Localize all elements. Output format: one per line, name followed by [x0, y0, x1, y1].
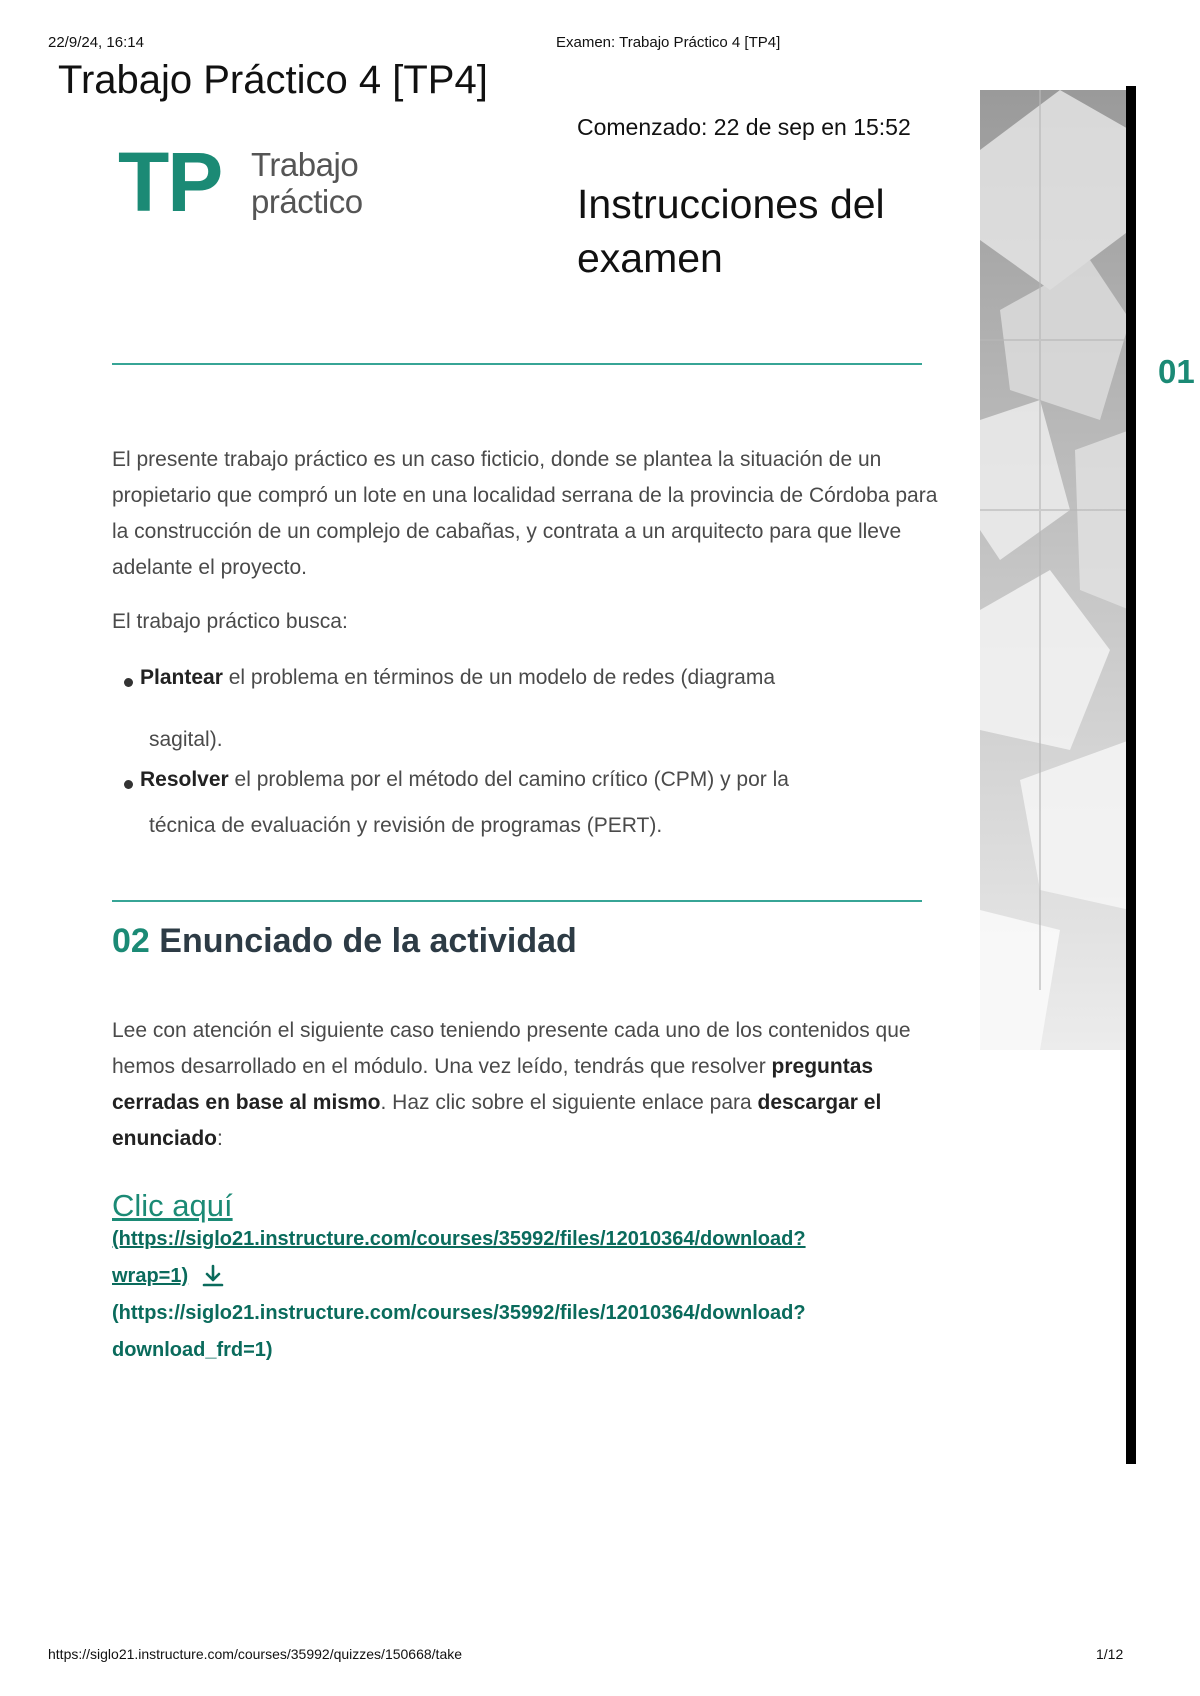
bullet-dot [124, 780, 133, 789]
page-title: Trabajo Práctico 4 [TP4] [58, 58, 488, 102]
print-footer-url: https://siglo21.instructure.com/courses/35992/quizzes/150668/take [48, 1646, 463, 1662]
architecture-photo-icon [980, 90, 1130, 1050]
enunciado-bold-1: preguntas cerradas en base al mismo [112, 1055, 874, 1114]
bullet-bold: Plantear [140, 666, 223, 689]
bullet-text: el problema por el método del camino crítico (CPM) y por la [228, 768, 789, 791]
enunciado-text-1: Lee con atención el siguiente caso teniendo presente cada uno de los contenidos que hemos desarrollado en el módulo. Una vez leído, tendrás que resolver [112, 1019, 911, 1078]
section-number-01: 01 [1158, 353, 1195, 390]
bullet-dot [124, 678, 133, 687]
download-frd-link-line2[interactable]: download_frd=1) [112, 1339, 273, 1361]
bullet-text: el problema en términos de un modelo de redes (diagrama [222, 666, 776, 689]
tp-logo-word-2: práctico [251, 183, 363, 220]
enunciado-text-2: . Haz clic sobre el siguiente enlace para [380, 1091, 758, 1114]
download-icon[interactable] [200, 1263, 226, 1289]
download-frd-link-line1[interactable]: (https://siglo21.instructure.com/courses/35992/files/12010364/download? [112, 1302, 806, 1324]
tp-logo-letters: TP [118, 135, 222, 229]
intro-busca: El trabajo práctico busca: [112, 610, 348, 633]
list-item [124, 664, 924, 754]
print-datetime: 22/9/24, 16:14 [48, 34, 144, 51]
tp-logo-words [251, 146, 363, 220]
section-title: Enunciado de la actividad [159, 922, 577, 960]
side-banner-image [980, 90, 1130, 1050]
side-divider-bar [1126, 86, 1136, 1464]
section-divider [112, 363, 922, 365]
print-page-number: 1/12 [1096, 1646, 1124, 1662]
bullet-continuation: sagital). [149, 728, 223, 751]
bullet-line [140, 768, 789, 792]
instructions-title: Instrucciones del examen [577, 181, 885, 281]
section-heading [112, 922, 577, 961]
section-divider [112, 900, 922, 902]
download-url-link-line2[interactable]: wrap=1) [112, 1265, 189, 1287]
tp-logo [118, 135, 388, 230]
tp-logo-word-1: Trabajo [251, 146, 359, 183]
clic-aqui-link[interactable]: Clic aquí [112, 1188, 233, 1223]
bullet-bold: Resolver [140, 768, 229, 791]
enunciado-bold-2: descargar el enunciado [112, 1091, 882, 1150]
download-url-link-line1[interactable]: (https://siglo21.instructure.com/courses/35992/files/12010364/download? [112, 1228, 806, 1250]
list-item [124, 766, 924, 846]
started-label: Comenzado: 22 de sep en 15:52 [577, 114, 911, 140]
print-page-title: Examen: Trabajo Práctico 4 [TP4] [556, 34, 781, 51]
intro-paragraph: El presente trabajo práctico es un caso ficticio, donde se plantea la situación de un propietario que compró un lote en una localidad serrana de la provincia de Córdoba para la construcción de un complejo de cabañas, y contrata a un arquitecto para que lleve adelante el proyecto. [112, 448, 938, 579]
enunciado-text-3: : [217, 1127, 223, 1150]
section-number-02: 02 [112, 922, 150, 960]
enunciado-paragraph [112, 1013, 942, 1157]
bullet-line [140, 666, 775, 690]
bullet-continuation: técnica de evaluación y revisión de programas (PERT). [149, 814, 663, 837]
